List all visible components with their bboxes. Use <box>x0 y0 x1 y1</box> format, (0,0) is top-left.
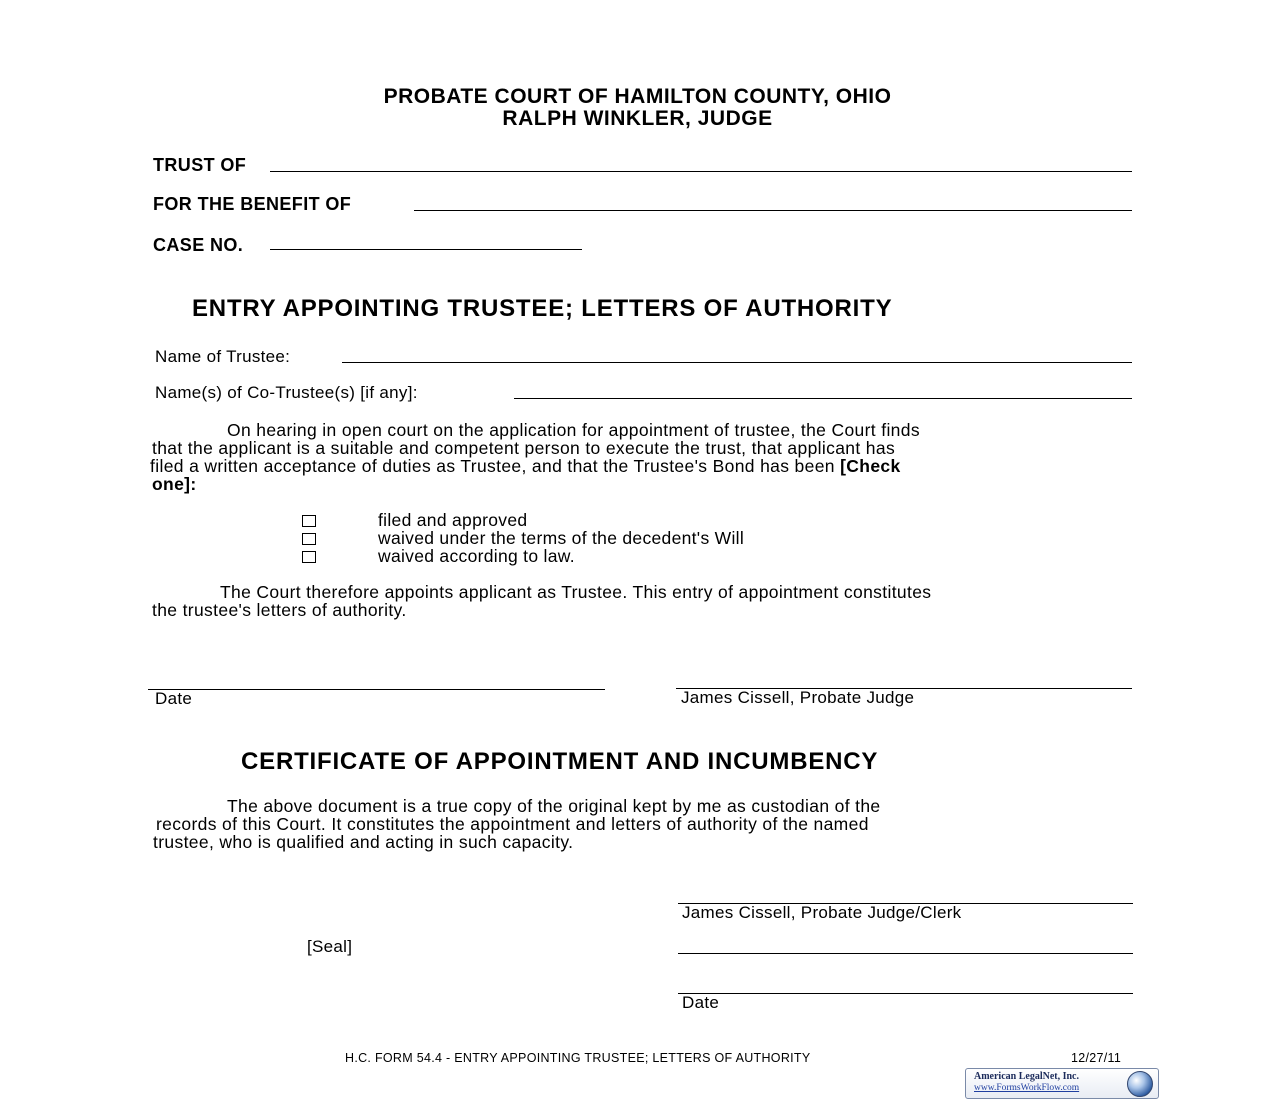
appointment-line: the trustee's letters of authority. <box>152 600 407 620</box>
form-footer: H.C. FORM 54.4 - ENTRY APPOINTING TRUSTEE; LETTERS OF AUTHORITY <box>345 1051 811 1065</box>
case-no-label: CASE NO. <box>153 235 244 255</box>
certificate-date-line[interactable] <box>678 993 1133 994</box>
trustee-name-label: Name of Trustee: <box>155 347 291 366</box>
findings-line: that the applicant is a suitable and competent person to execute the trust, that applicant has <box>152 438 896 458</box>
entry-date-label: Date <box>155 689 193 708</box>
check-one-instruction: [Check <box>840 456 901 476</box>
appointment-line: The Court therefore appoints applicant as Trustee. This entry of appointment constitutes <box>220 582 932 602</box>
globe-icon <box>1127 1071 1153 1097</box>
benefit-of-label: FOR THE BENEFIT OF <box>153 194 352 214</box>
entry-date-line[interactable] <box>148 689 605 690</box>
certificate-date-label: Date <box>682 993 720 1012</box>
bond-option-label: waived under the terms of the decedent's Will <box>378 528 745 548</box>
court-heading: PROBATE COURT OF HAMILTON COUNTY, OHIO <box>383 85 892 108</box>
co-trustee-field[interactable] <box>514 398 1132 399</box>
american-legalnet-logo[interactable] <box>965 1068 1159 1099</box>
bond-waived-law-checkbox[interactable] <box>302 551 316 563</box>
certificate-line: records of this Court. It constitutes the appointment and letters of authority of the named <box>156 814 869 834</box>
entry-title: ENTRY APPOINTING TRUSTEE; LETTERS OF AUTHORITY <box>192 295 893 322</box>
appointment-paragraph <box>152 583 1132 619</box>
co-trustee-label: Name(s) of Co-Trustee(s) [if any]: <box>155 383 418 402</box>
judge-signature-label: James Cissell, Probate Judge <box>681 688 915 707</box>
check-one-instruction-cont: one]: <box>152 474 197 494</box>
bond-filed-checkbox[interactable] <box>302 515 316 527</box>
logo-company-name: American LegalNet, Inc. <box>974 1071 1079 1082</box>
findings-paragraph <box>150 421 1130 493</box>
findings-line <box>150 475 1130 493</box>
certificate-line: trustee, who is qualified and acting in such capacity. <box>153 832 574 852</box>
judge-heading: RALPH WINKLER, JUDGE <box>502 107 773 130</box>
bond-option-label: filed and approved <box>378 510 528 530</box>
logo-url-link[interactable]: www.FormsWorkFlow.com <box>974 1083 1080 1093</box>
findings-line <box>150 457 1130 475</box>
certificate-line: The above document is a true copy of the original kept by me as custodian of the <box>227 796 881 816</box>
clerk-extra-line[interactable] <box>678 953 1133 954</box>
benefit-of-field[interactable] <box>414 210 1132 211</box>
trust-of-label: TRUST OF <box>153 155 247 175</box>
certificate-paragraph <box>153 797 1123 851</box>
seal-placeholder: [Seal] <box>307 937 353 956</box>
clerk-signature-label: James Cissell, Probate Judge/Clerk <box>682 903 962 922</box>
trust-of-field[interactable] <box>270 171 1132 172</box>
bond-option-label: waived according to law. <box>378 546 575 566</box>
case-no-field[interactable] <box>270 249 582 250</box>
bond-waived-will-checkbox[interactable] <box>302 533 316 545</box>
certificate-title: CERTIFICATE OF APPOINTMENT AND INCUMBENCY <box>241 748 879 775</box>
findings-line: On hearing in open court on the application for appointment of trustee, the Court finds <box>227 420 920 440</box>
trustee-name-field[interactable] <box>342 362 1132 363</box>
findings-line-text: filed a written acceptance of duties as Trustee, and that the Trustee's Bond has been <box>150 456 835 476</box>
form-revision-date: 12/27/11 <box>1071 1051 1122 1065</box>
